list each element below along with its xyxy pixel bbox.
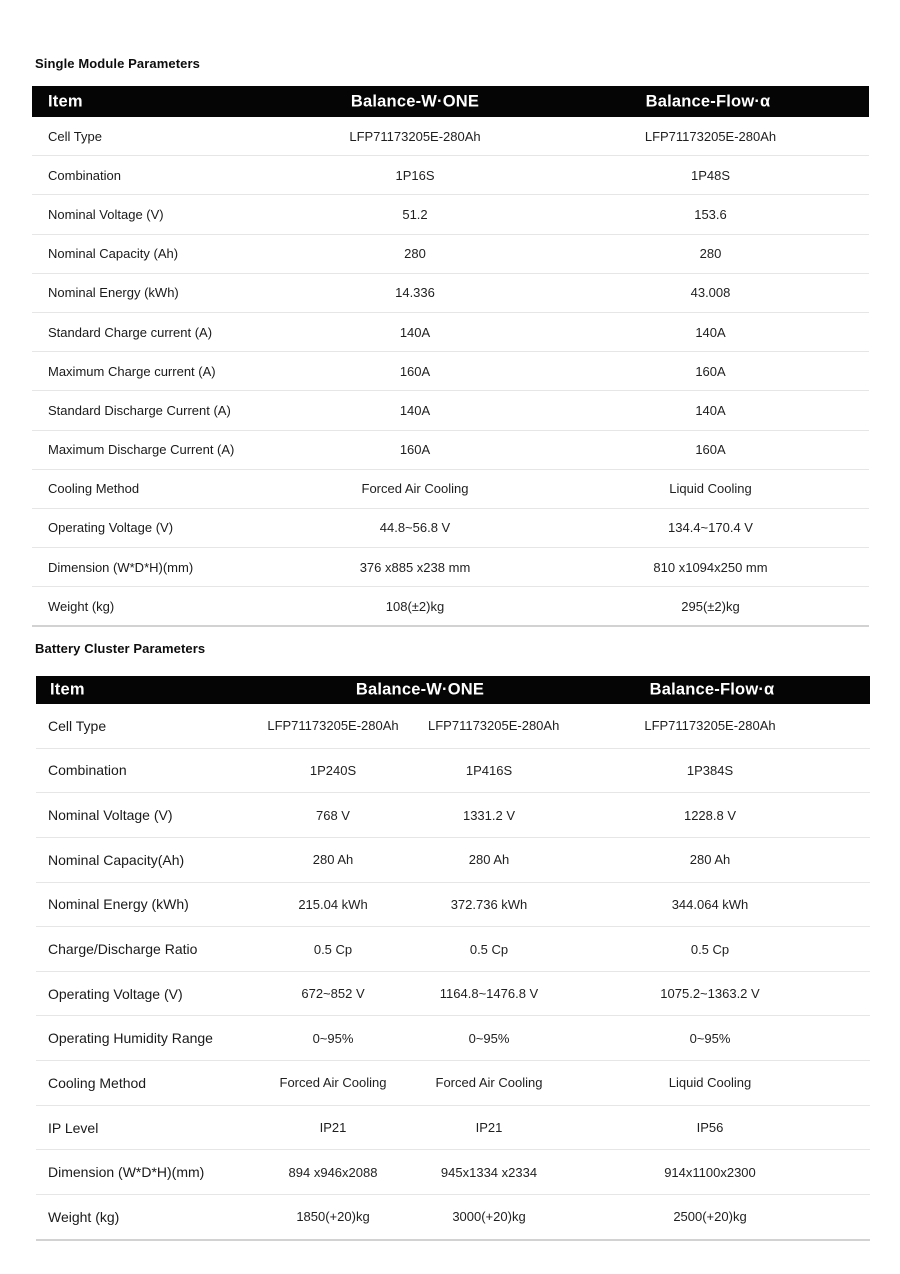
row-label: IP Level [48,1119,99,1136]
value-cell: 2500(+20)kg [673,1209,747,1225]
value-cell: 1P384S [686,762,734,778]
battery-cluster-table [36,676,870,1241]
value-cell: 140A [695,324,726,340]
value-cell: 1P240S [309,762,357,778]
section-title-single-module: Single Module Parameters [35,56,200,71]
row-label: Weight (kg) [48,598,115,614]
single-module-table-header [32,86,869,117]
row-label: Combination [48,167,121,183]
value-cell: 0.5 Cp [313,941,353,957]
column-header-balance-wone: Balance-W·ONE [355,680,485,699]
row-label: Nominal Energy (kWh) [48,285,179,301]
value-cell: LFP71173205E-280Ah [349,128,481,144]
row-label: Maximum Discharge Current (A) [48,442,235,458]
value-cell: 0.5 Cp [469,941,509,957]
row-label: Maximum Charge current (A) [48,363,216,379]
column-header-balance-flow: Balance-Flow·α [649,680,775,699]
value-cell: 1331.2 V [462,807,516,823]
row-label: Cooling Method [48,481,140,497]
value-cell: 215.04 kWh [298,896,368,912]
table-row [36,749,870,794]
table-row [32,587,869,627]
table-row [36,1106,870,1151]
table-row [36,793,870,838]
value-cell: LFP71173205E-280Ah [644,718,776,734]
section-title-battery-cluster: Battery Cluster Parameters [35,641,206,656]
table-row [36,883,870,928]
column-header-balance-flow: Balance-Flow·α [645,92,771,110]
column-header-item: Item [48,92,83,110]
column-header-item: Item [50,680,85,699]
value-cell: 14.336 [395,285,435,301]
value-cell: 3000(+20)kg [452,1209,526,1225]
value-cell: Forced Air Cooling [279,1075,387,1091]
value-cell: 0~95% [689,1030,731,1046]
row-label: Cell Type [48,717,107,734]
value-cell: Forced Air Cooling [435,1075,543,1091]
value-cell: 44.8~56.8 V [379,520,451,536]
value-cell: LFP71173205E-280Ah [267,718,399,734]
table-row [36,1195,870,1241]
value-cell: IP21 [475,1120,503,1136]
value-cell: 376 x885 x238 mm [359,559,471,575]
table-row [32,195,869,234]
table-row [32,470,869,509]
table-row [32,548,869,587]
table-row [36,1016,870,1061]
table-row [32,352,869,391]
table-row [32,509,869,548]
table-row [36,1150,870,1195]
column-header-balance-wone: Balance-W·ONE [350,92,480,110]
value-cell: 372.736 kWh [450,896,528,912]
row-label: Cell Type [48,128,102,144]
value-cell: 43.008 [690,285,731,301]
value-cell: 894 x946x2088 [288,1164,378,1180]
value-cell: 160A [695,442,726,458]
row-label: Nominal Capacity(Ah) [48,851,185,868]
row-label: Operating Voltage (V) [48,985,183,1002]
table-row [36,1061,870,1106]
table-row [36,972,870,1017]
value-cell: LFP71173205E-280Ah [428,718,560,734]
table-row [36,704,870,749]
value-cell: 280 [699,246,722,262]
value-cell: Forced Air Cooling [361,481,469,497]
value-cell: 140A [399,324,431,340]
table-row [32,274,869,313]
table-row [32,156,869,195]
value-cell: 153.6 [694,206,727,222]
value-cell: 945x1334 x2334 [440,1164,538,1180]
value-cell: Liquid Cooling [669,481,752,497]
value-cell: 810 x1094x250 mm [653,559,768,575]
value-cell: IP21 [319,1120,347,1136]
row-label: Nominal Energy (kWh) [48,896,189,913]
value-cell: 108(±2)kg [385,598,445,614]
table-row [32,313,869,352]
row-label: Standard Charge current (A) [48,324,213,340]
table-row [32,431,869,470]
row-label: Nominal Voltage (V) [48,206,164,222]
value-cell: 280 Ah [468,852,510,868]
row-label: Dimension (W*D*H)(mm) [48,559,194,575]
value-cell: 134.4~170.4 V [668,520,753,536]
value-cell: 0~95% [468,1030,510,1046]
row-label: Cooling Method [48,1074,147,1091]
row-label: Weight (kg) [48,1208,120,1225]
value-cell: 1P48S [690,167,731,183]
value-cell: 280 Ah [689,852,731,868]
value-cell: 768 V [316,807,350,823]
row-label: Standard Discharge Current (A) [48,402,231,418]
value-cell: 672~852 V [301,986,365,1002]
single-module-table [32,86,869,627]
value-cell: 160A [399,363,431,379]
value-cell: 1228.8 V [683,807,737,823]
value-cell: 1850(+20)kg [296,1209,370,1225]
row-label: Operating Humidity Range [48,1030,213,1047]
value-cell: 280 Ah [312,852,354,868]
value-cell: LFP71173205E-280Ah [644,128,777,144]
value-cell: 295(±2)kg [681,598,740,614]
row-label: Nominal Capacity (Ah) [48,246,179,262]
value-cell: 140A [399,402,431,418]
value-cell: Liquid Cooling [668,1075,752,1091]
value-cell: 160A [399,442,431,458]
value-cell: 1P416S [465,762,513,778]
battery-cluster-table-header [36,676,870,704]
value-cell: 1075.2~1363.2 V [660,986,760,1002]
table-row [36,927,870,972]
row-label: Nominal Voltage (V) [48,807,173,824]
value-cell: 0~95% [312,1030,354,1046]
value-cell: 51.2 [402,206,428,222]
value-cell: 914x1100x2300 [664,1164,756,1180]
value-cell: IP56 [696,1120,724,1136]
table-row [32,391,869,430]
row-label: Charge/Discharge Ratio [48,941,198,958]
value-cell: 344.064 kWh [671,896,749,912]
table-row [32,235,869,274]
table-row [36,838,870,883]
value-cell: 160A [695,363,726,379]
row-label: Operating Voltage (V) [48,520,174,536]
table-row [32,117,869,156]
value-cell: 280 [404,246,426,262]
row-label: Combination [48,762,127,779]
value-cell: 140A [695,402,726,418]
row-label: Dimension (W*D*H)(mm) [48,1164,205,1181]
value-cell: 0.5 Cp [690,941,730,957]
value-cell: 1164.8~1476.8 V [439,986,539,1002]
value-cell: 1P16S [395,167,435,183]
